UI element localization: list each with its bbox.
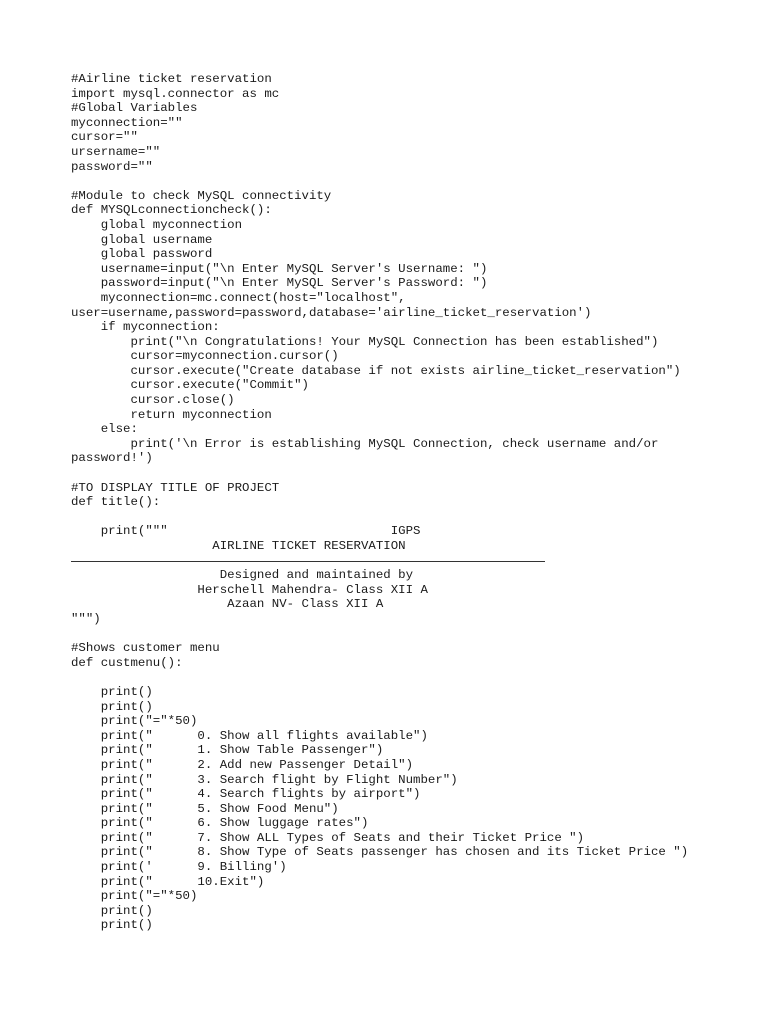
code-line: print(" 4. Search flights by airport") bbox=[71, 787, 421, 802]
code-line: """) bbox=[71, 611, 101, 626]
code-line: print() bbox=[71, 699, 153, 714]
code-line: print(" 5. Show Food Menu") bbox=[71, 801, 339, 816]
code-line: global username bbox=[71, 232, 213, 247]
code-line: print(" 6. Show luggage rates") bbox=[71, 816, 369, 831]
code-line: password!') bbox=[71, 451, 153, 466]
code-line: print(" 0. Show all flights available") bbox=[71, 728, 428, 743]
blank-line bbox=[71, 627, 688, 642]
code-line: import mysql.connector as mc bbox=[71, 86, 280, 101]
code-line: print("="*50) bbox=[71, 889, 198, 904]
code-line: myconnection=mc.connect(host="localhost", bbox=[71, 290, 406, 305]
code-line: Herschell Mahendra- Class XII A bbox=[71, 582, 428, 597]
code-line: print('\n Error is establishing MySQL Connection, check username and/or bbox=[71, 436, 659, 451]
code-line: print(" 10.Exit") bbox=[71, 874, 265, 889]
code-line: print(" 7. Show ALL Types of Seats and their Ticket Price ") bbox=[71, 830, 585, 845]
code-line: cursor.close() bbox=[71, 393, 235, 408]
code-line: cursor="" bbox=[71, 130, 138, 145]
code-line: #Global Variables bbox=[71, 101, 198, 116]
code-line: print("="*50) bbox=[71, 714, 198, 729]
code-line: print(' 9. Billing') bbox=[71, 860, 287, 875]
code-line: #TO DISPLAY TITLE OF PROJECT bbox=[71, 480, 280, 495]
code-line: def MYSQLconnectioncheck(): bbox=[71, 203, 272, 218]
code-line: if myconnection: bbox=[71, 320, 220, 335]
code-line: print() bbox=[71, 903, 153, 918]
code-line: cursor=myconnection.cursor() bbox=[71, 349, 339, 364]
code-line: #Shows customer menu bbox=[71, 641, 220, 656]
blank-line bbox=[71, 670, 688, 685]
code-line: print(" 8. Show Type of Seats passenger has chosen and its Ticket Price ") bbox=[71, 845, 689, 860]
blank-line bbox=[71, 466, 688, 481]
code-line: ursername="" bbox=[71, 144, 161, 159]
code-line: AIRLINE TICKET RESERVATION bbox=[71, 539, 406, 553]
code-line: return myconnection bbox=[71, 407, 272, 422]
code-line: user=username,password=password,database='airline_ticket_reservation') bbox=[71, 305, 592, 320]
code-line: print(" 3. Search flight by Flight Number") bbox=[71, 772, 458, 787]
code-line: def title(): bbox=[71, 495, 161, 510]
code-line: print(" 2. Add new Passenger Detail") bbox=[71, 757, 414, 772]
code-line: cursor.execute("Commit") bbox=[71, 378, 309, 393]
code-line: password=input("\n Enter MySQL Server's Password: ") bbox=[71, 276, 488, 291]
code-line: else: bbox=[71, 422, 138, 437]
code-listing bbox=[71, 72, 688, 933]
code-line: global password bbox=[71, 247, 213, 262]
code-line: print() bbox=[71, 684, 153, 699]
code-line: def custmenu(): bbox=[71, 655, 183, 670]
code-line: username=input("\n Enter MySQL Server's Username: ") bbox=[71, 261, 488, 276]
code-line: #Airline ticket reservation bbox=[71, 72, 272, 86]
code-line: #Module to check MySQL connectivity bbox=[71, 188, 332, 203]
code-line: myconnection="" bbox=[71, 115, 183, 130]
code-line: print("\n Congratulations! Your MySQL Connection has been established") bbox=[71, 334, 659, 349]
code-line: password="" bbox=[71, 159, 153, 174]
blank-line bbox=[71, 510, 688, 525]
code-line: Azaan NV- Class XII A bbox=[71, 597, 384, 612]
blank-line bbox=[71, 174, 688, 189]
horizontal-rule bbox=[71, 561, 545, 562]
code-line: print(""" IGPS bbox=[71, 524, 421, 539]
code-line: cursor.execute("Create database if not exists airline_ticket_reservation") bbox=[71, 363, 681, 378]
code-line: print() bbox=[71, 918, 153, 933]
code-line: Designed and maintained by bbox=[71, 568, 414, 583]
code-line: global myconnection bbox=[71, 217, 243, 232]
code-line: print(" 1. Show Table Passenger") bbox=[71, 743, 384, 758]
